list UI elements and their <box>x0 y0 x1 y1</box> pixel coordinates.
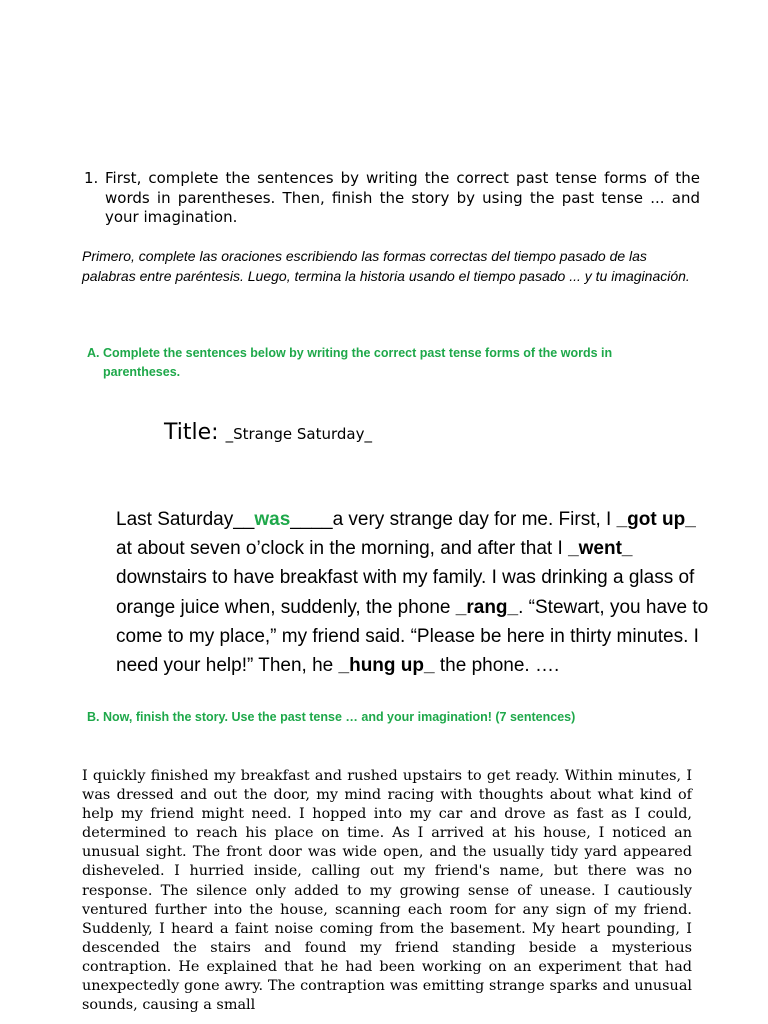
section-b-heading <box>87 710 687 724</box>
answer-got-up: _got up_ <box>616 509 696 530</box>
answer-rang: _rang_ <box>455 596 519 618</box>
answer-was: was <box>254 509 291 530</box>
section-a-heading <box>87 344 687 382</box>
section-b-marker: B. <box>87 710 100 724</box>
section-a-marker: A. <box>87 346 100 360</box>
story-title <box>164 420 372 445</box>
answer-hung-up: _hung up_ <box>338 655 435 677</box>
answer-went: _went_ <box>568 538 633 560</box>
section-b-text: Now, finish the story. Use the past tense … and your imagination! (7 sentences) <box>102 710 576 724</box>
story-text-3: at about seven o’clock in the morning, and after that I <box>116 538 569 560</box>
instruction-text: First, complete the sentences by writing the correct past tense forms of the words in parentheses. Then, finish the story by using the past tense ... and your imagination. <box>105 169 700 226</box>
story-text-2: ____a very strange day for me. First, I <box>290 509 617 530</box>
story-paragraph <box>116 505 716 680</box>
instruction-number: 1. <box>84 169 99 187</box>
title-value: _Strange Saturday_ <box>225 425 372 443</box>
section-a-text: Complete the sentences below by writing the correct past tense forms of the words in parentheses. <box>103 346 613 379</box>
story-text-6: the phone. …. <box>434 655 560 677</box>
story-continuation: I quickly finished my breakfast and rushed upstairs to get ready. Within minutes, I was dressed and out the door, my mind racing with thoughts about what kind of help my friend might need. I hopped into my car and drove as fast as I could, determined to reach his place on time. As I arrived at his house, I noticed an unusual sight. The front door was wide open, and the usually tidy yard appeared disheveled. I hurried inside, calling out my friend's name, but there was no response. The silence only added to my growing sense of unease. I cautiously ventured further into the house, scanning each room for any sign of my friend. Suddenly, I heard a faint noise coming from the basement. My heart pounding, I descended the stairs and found my friend standing beside a mysterious contraption. He explained that he had been working on an experiment that had unexpectedly gone awry. The contraption was emitting strange sparks and unusual sounds, causing a small <box>82 768 692 1014</box>
title-label: Title: <box>164 420 219 445</box>
story-text-1: Last Saturday__ <box>116 509 255 530</box>
story-text-5: . “Stewart, you have to come to my place,” my friend said. “Please be here in thirty minutes. I need your help!” Then, he <box>116 596 709 677</box>
story-text-4: downstairs to have breakfast with my family. I was drinking a glass of orange juice when, suddenly, the phone <box>116 567 695 618</box>
instructions-spanish: Primero, complete las oraciones escribiendo las formas correctas del tiempo pasado de las palabras entre paréntesis. Luego, termina la historia usando el tiempo pasado ... y tu imaginación. <box>82 248 690 284</box>
instructions-english <box>84 169 700 228</box>
